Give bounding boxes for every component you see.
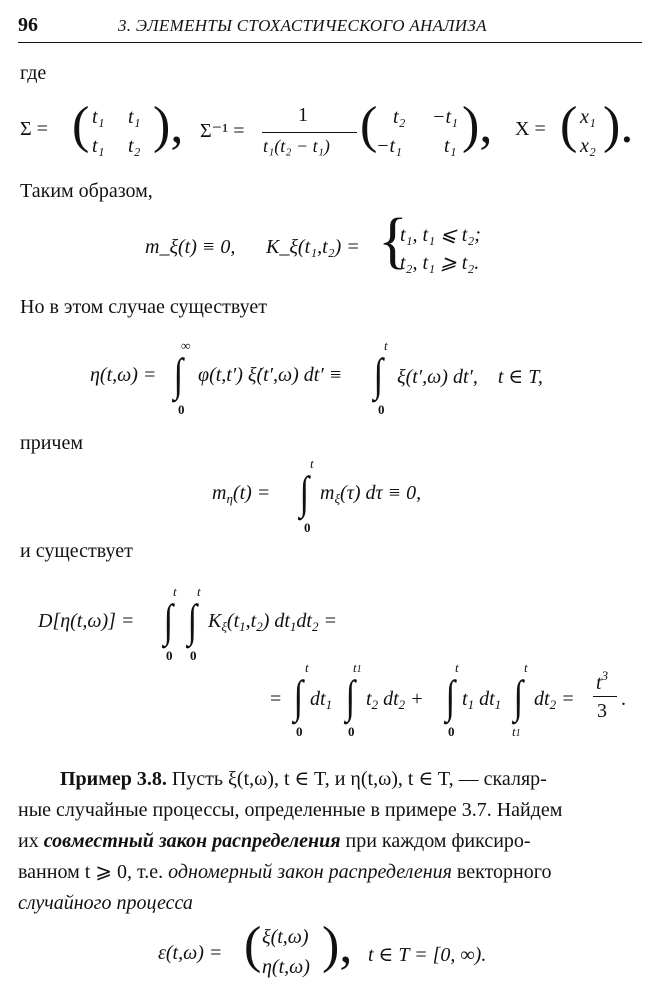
fraction-bar	[262, 132, 357, 133]
example-paragraph: Пример 3.8. Пусть ξ(t,ω), t ∈ T, и η(t,ω), t ∈ T, — скаляр- ные случайные процессы, определенные в примере 3.7. Найдем их совместный закон распределения при каждом фиксиро- ванном t ⩾ 0, т.е. одномерный закон распределения векторного случайного процесса	[18, 768, 563, 914]
sigma-inv-lhs: Σ⁻¹ =	[200, 120, 245, 142]
sigma-lhs: Σ =	[20, 118, 48, 140]
m-xi: m_ξ(t) ≡ 0,	[145, 236, 236, 258]
frac-den: t₁(t₂ − t₁)	[263, 136, 330, 156]
page-number: 96	[18, 14, 38, 36]
text-and-exists: и существует	[20, 540, 133, 562]
page-header	[18, 14, 642, 43]
frac-num: 1	[298, 104, 308, 126]
eps-lhs: ε(t,ω) =	[158, 942, 223, 964]
case-2: t₂, t₁ ⩾ t₂.	[400, 252, 480, 274]
case-1: t₁, t₁ ⩽ t₂;	[400, 224, 481, 246]
text-thus: Таким образом,	[20, 180, 153, 202]
example-label: Пример 3.8.	[60, 768, 167, 790]
running-title: 3. ЭЛЕМЕНТЫ СТОХАСТИЧЕСКОГО АНАЛИЗА	[118, 16, 487, 35]
text-moreover: причем	[20, 432, 83, 454]
text-but-exists: Но в этом случае существует	[20, 296, 268, 318]
eps-tail: t ∈ T = [0, ∞).	[368, 944, 487, 966]
k-xi: K_ξ(t₁,t₂) =	[266, 236, 360, 258]
x-lhs: X =	[515, 118, 546, 140]
text-where: где	[20, 62, 47, 84]
